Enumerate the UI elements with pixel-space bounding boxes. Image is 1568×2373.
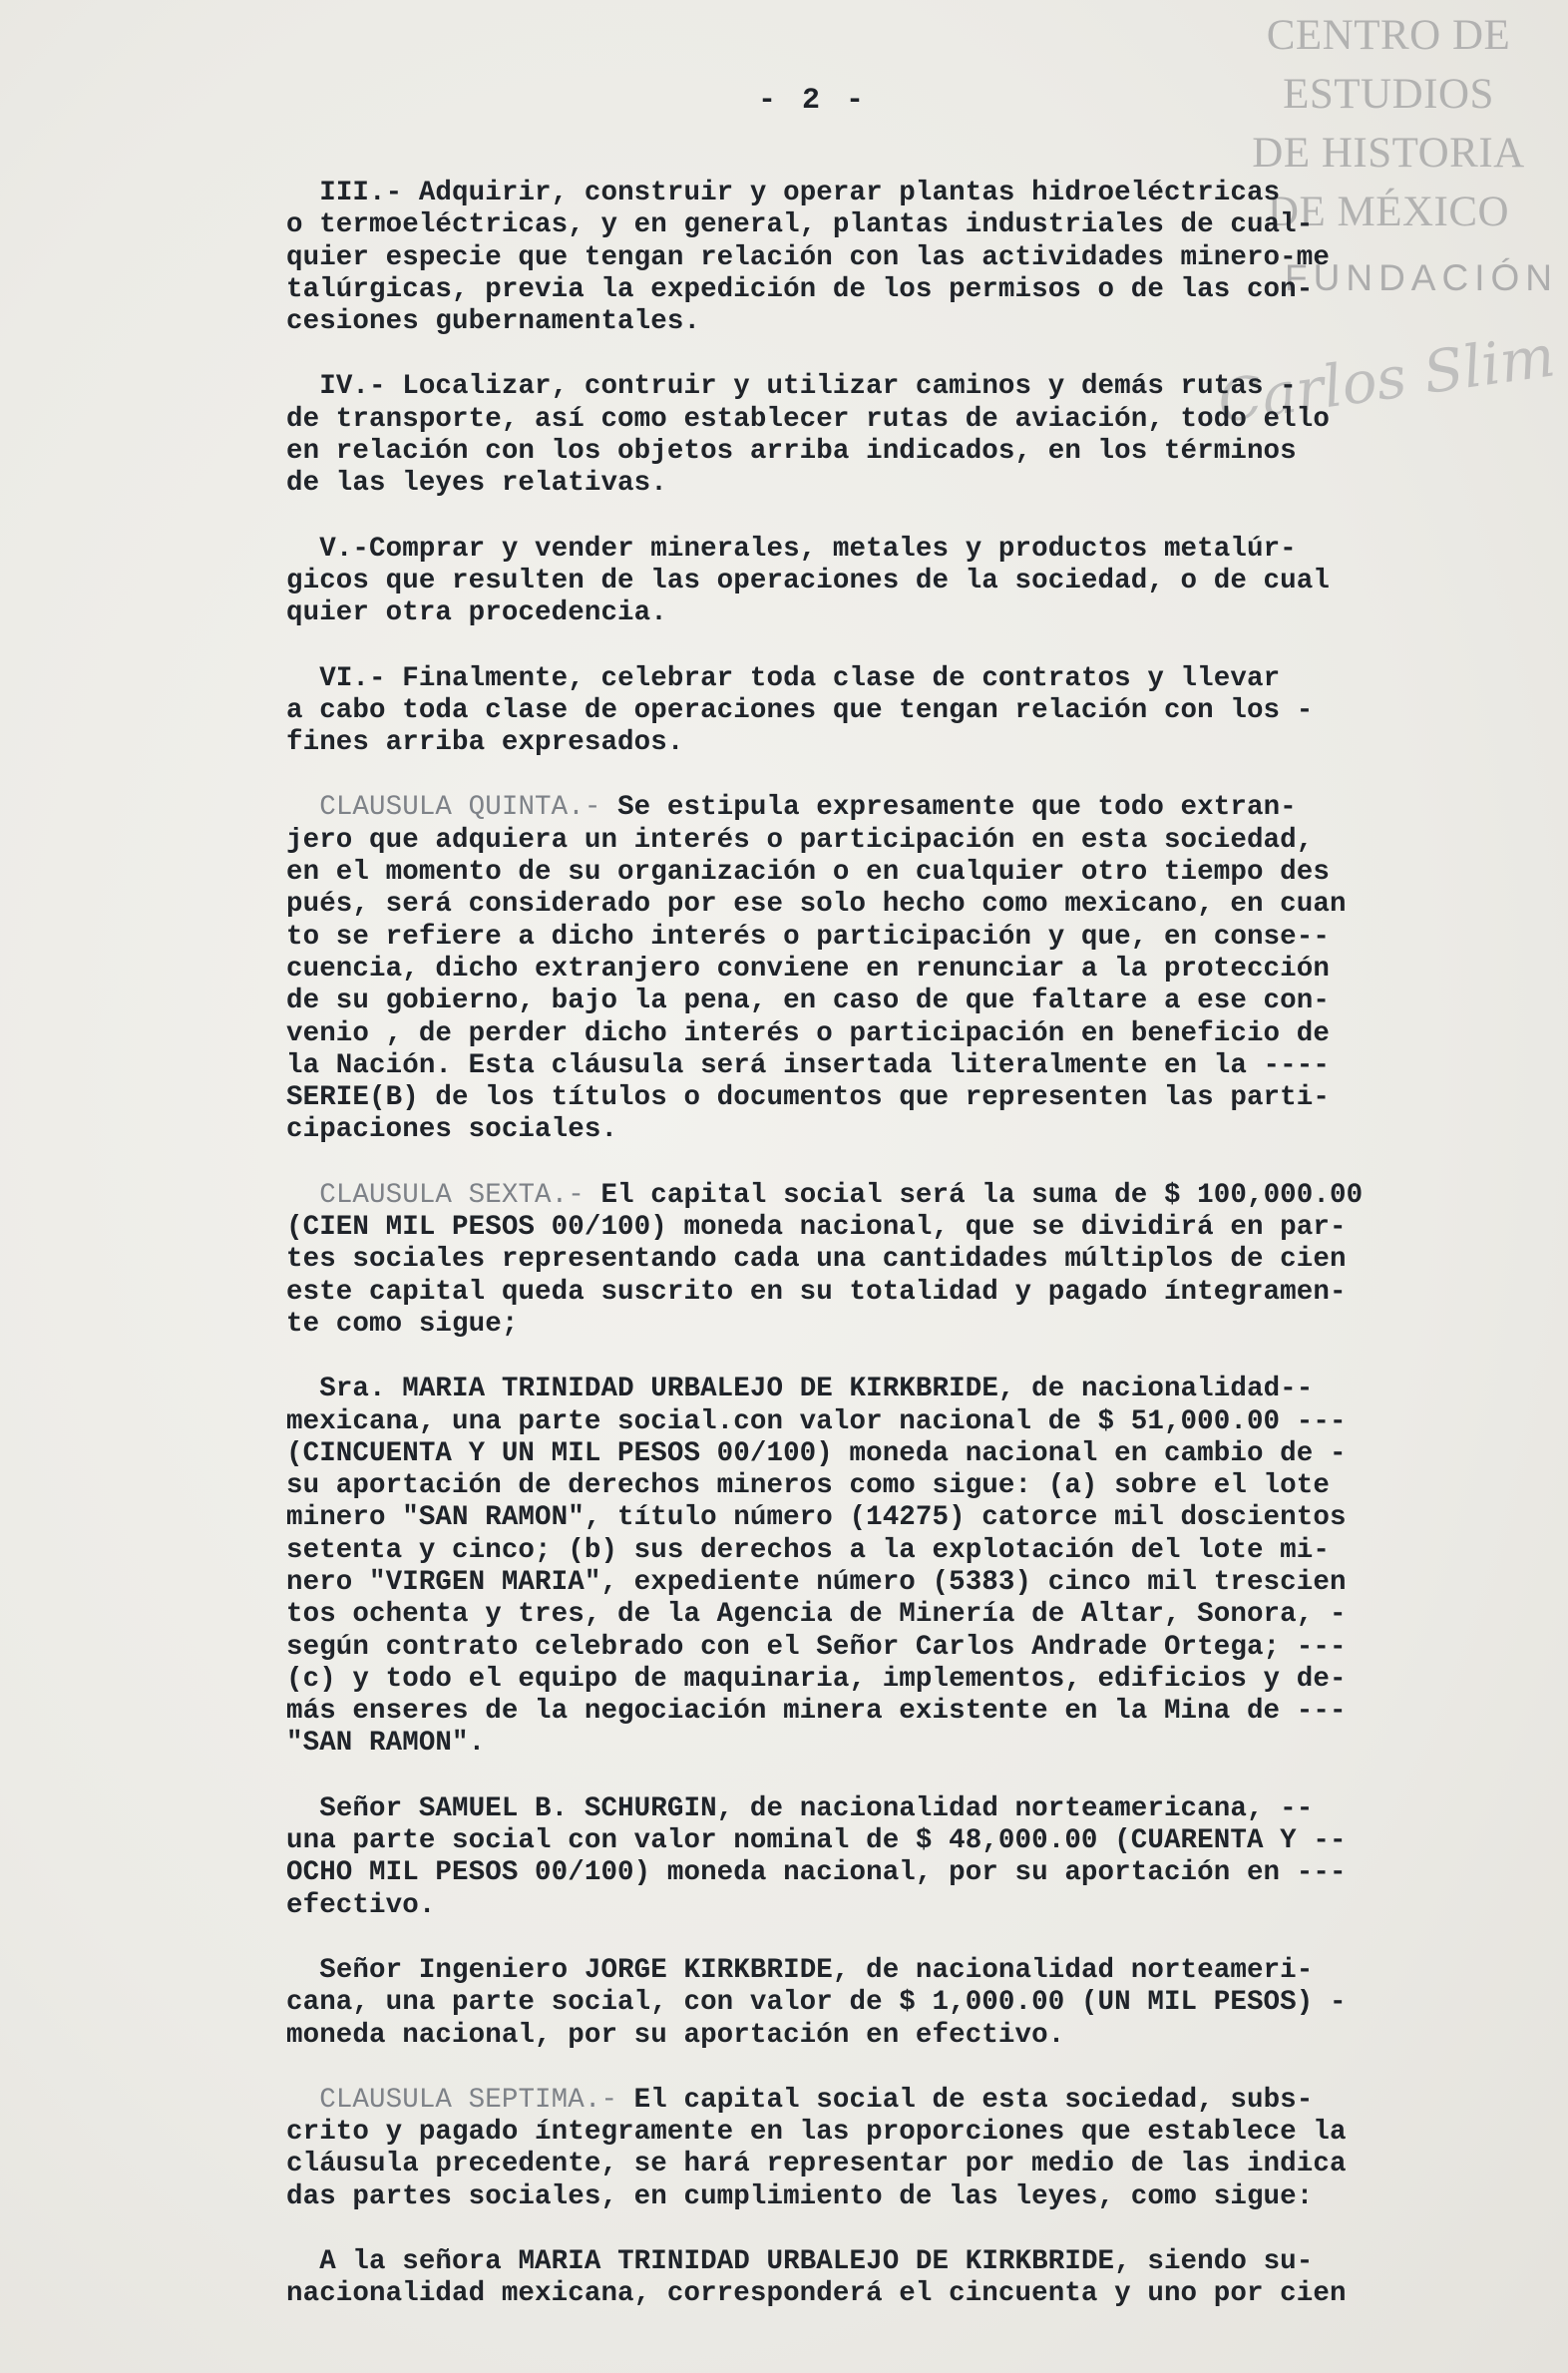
line-text: tes sociales representando cada una cantidades múltiplos de cien bbox=[286, 1244, 1347, 1276]
text-line bbox=[286, 727, 1483, 759]
line-text: nero "VIRGEN MARIA", expediente número (5383) cinco mil trescien bbox=[286, 1566, 1347, 1598]
line-text: A la señora MARIA TRINIDAD URBALEJO DE KIRKBRIDE, siendo su- bbox=[319, 2246, 1314, 2278]
text-line bbox=[286, 1082, 1483, 1114]
text-line bbox=[286, 1890, 1483, 1922]
paragraph-p9 bbox=[286, 1955, 1483, 2052]
line-text: Se estipula expresamente que todo extran- bbox=[600, 792, 1297, 824]
text-line bbox=[286, 954, 1483, 986]
line-text: efectivo. bbox=[286, 1889, 436, 1921]
line-text: de su gobierno, bajo la pena, en caso de que faltare a ese con- bbox=[286, 986, 1330, 1017]
line-text: Sra. MARIA TRINIDAD URBALEJO DE KIRKBRIDE, de nacionalidad-- bbox=[319, 1374, 1314, 1405]
line-text: jero que adquiera un interés o participación en esta sociedad, bbox=[286, 824, 1314, 856]
paragraph-p8 bbox=[286, 1793, 1483, 1922]
text-line bbox=[286, 1470, 1483, 1502]
line-text: en el momento de su organización o en cualquier otro tiempo des bbox=[286, 857, 1330, 889]
paragraph-indent bbox=[286, 1180, 319, 1211]
paragraph-indent bbox=[286, 792, 319, 823]
line-text: crito y pagado íntegramente en las proporciones que establece la bbox=[286, 2117, 1347, 2149]
paragraph-p3 bbox=[286, 534, 1483, 630]
text-line bbox=[286, 1825, 1483, 1857]
text-line bbox=[286, 1857, 1483, 1889]
line-text: das partes sociales, en cumplimiento de las leyes, como sigue: bbox=[286, 2180, 1314, 2212]
text-line bbox=[286, 274, 1483, 306]
line-text: según contrato celebrado con el Señor Carlos Andrade Ortega; --- bbox=[286, 1631, 1347, 1663]
text-line bbox=[286, 1664, 1483, 1696]
line-text: minero "SAN RAMON", título número (14275) catorce mil doscientos bbox=[286, 1502, 1347, 1534]
text-line bbox=[286, 1696, 1483, 1728]
line-text: III.- Adquirir, construir y operar plantas hidroeléctricas bbox=[319, 178, 1281, 208]
text-line bbox=[286, 663, 1483, 695]
text-line bbox=[286, 986, 1483, 1017]
line-text: fines arriba expresados. bbox=[286, 727, 684, 759]
text-line bbox=[286, 1406, 1483, 1438]
line-text: cesiones gubernamentales. bbox=[286, 306, 701, 338]
text-line bbox=[286, 2246, 1483, 2278]
watermark-line-2: ESTUDIOS bbox=[1283, 71, 1494, 118]
text-line bbox=[286, 2020, 1483, 2052]
page-number: - 2 - bbox=[758, 84, 869, 118]
line-text: mexicana, una parte social.con valor nacional de $ 51,000.00 --- bbox=[286, 1405, 1347, 1437]
text-line bbox=[286, 857, 1483, 889]
text-line bbox=[286, 1599, 1483, 1631]
text-line bbox=[286, 178, 1483, 209]
line-text: moneda nacional, por su aportación en efectivo. bbox=[286, 2019, 1065, 2051]
line-text: nacionalidad mexicana, corresponderá el cincuenta y uno por cien bbox=[286, 2278, 1347, 2310]
text-line bbox=[286, 1180, 1483, 1212]
line-text: setenta y cinco; (b) sus derechos a la explotación del lote mi- bbox=[286, 1534, 1330, 1566]
line-text: V.-Comprar y vender minerales, metales y productos metalúr- bbox=[319, 533, 1297, 565]
line-text: a cabo toda clase de operaciones que tengan relación con los - bbox=[286, 694, 1314, 726]
line-text: su aportación de derechos mineros como sigue: (a) sobre el lote bbox=[286, 1470, 1330, 1502]
text-line bbox=[286, 306, 1483, 338]
text-line bbox=[286, 1212, 1483, 1244]
line-text: "SAN RAMON". bbox=[286, 1728, 486, 1760]
line-text: cana, una parte social, con valor de $ 1,000.00 (UN MIL PESOS) - bbox=[286, 1987, 1347, 2019]
document-body bbox=[286, 178, 1483, 2344]
line-text: VI.- Finalmente, celebrar toda clase de contratos y llevar bbox=[319, 662, 1281, 694]
line-text: más enseres de la negociación minera existente en la Mina de --- bbox=[286, 1696, 1347, 1728]
text-line bbox=[286, 2278, 1483, 2310]
paragraph-p2 bbox=[286, 371, 1483, 500]
paragraph-p1 bbox=[286, 178, 1483, 338]
text-line bbox=[286, 695, 1483, 727]
paragraph-indent bbox=[286, 1793, 319, 1824]
paragraph-p6 bbox=[286, 1180, 1483, 1341]
line-text: de transporte, así como establecer rutas de aviación, todo ello bbox=[286, 403, 1330, 435]
text-line bbox=[286, 1987, 1483, 2019]
text-line bbox=[286, 566, 1483, 597]
line-text: de las leyes relativas. bbox=[286, 468, 667, 500]
line-text: (c) y todo el equipo de maquinaria, implementos, edificios y de- bbox=[286, 1663, 1347, 1695]
text-line bbox=[286, 1438, 1483, 1470]
paragraph-p5 bbox=[286, 792, 1483, 1146]
text-line bbox=[286, 2117, 1483, 2149]
text-line bbox=[286, 1632, 1483, 1664]
clause-heading: CLAUSULA SEXTA.- bbox=[319, 1179, 585, 1211]
paragraph-p11 bbox=[286, 2246, 1483, 2311]
text-line bbox=[286, 1018, 1483, 1050]
watermark-subtitle: FUNDACIÓN bbox=[1285, 257, 1558, 298]
text-line bbox=[286, 825, 1483, 857]
text-line bbox=[286, 371, 1483, 403]
text-line bbox=[286, 1374, 1483, 1405]
text-line bbox=[286, 468, 1483, 500]
line-text: Señor Ingeniero JORGE KIRKBRIDE, de nacionalidad norteameri- bbox=[319, 1954, 1314, 1986]
watermark-line-3: DE HISTORIA bbox=[1252, 130, 1525, 177]
line-text: quier otra procedencia. bbox=[286, 597, 667, 629]
line-text: SERIE(B) de los títulos o documentos que representen las parti- bbox=[286, 1082, 1330, 1114]
paragraph-indent bbox=[286, 371, 319, 402]
text-line bbox=[286, 2181, 1483, 2213]
clause-heading: CLAUSULA QUINTA.- bbox=[319, 792, 601, 824]
paragraph-indent bbox=[286, 534, 319, 565]
watermark-signature: Carlos Slim bbox=[1213, 321, 1559, 437]
line-text: (CINCUENTA Y UN MIL PESOS 00/100) moneda nacional en cambio de - bbox=[286, 1437, 1347, 1469]
paragraph-indent bbox=[286, 178, 319, 208]
text-line bbox=[286, 534, 1483, 566]
text-line bbox=[286, 1567, 1483, 1599]
text-line bbox=[286, 1955, 1483, 1987]
text-line bbox=[286, 2149, 1483, 2180]
text-line bbox=[286, 597, 1483, 629]
line-text: pués, será considerado por ese solo hecho como mexicano, en cuan bbox=[286, 889, 1347, 921]
text-line bbox=[286, 1050, 1483, 1082]
text-line bbox=[286, 1244, 1483, 1276]
text-line bbox=[286, 404, 1483, 436]
paragraph-p7 bbox=[286, 1374, 1483, 1761]
line-text: tos ochenta y tres, de la Agencia de Minería de Altar, Sonora, - bbox=[286, 1599, 1347, 1631]
paragraph-indent bbox=[286, 1955, 319, 1986]
line-text: cláusula precedente, se hará representar por medio de las indica bbox=[286, 2149, 1347, 2180]
paragraph-p4 bbox=[286, 663, 1483, 760]
line-text: en relación con los objetos arriba indicados, en los términos bbox=[286, 436, 1297, 468]
text-line bbox=[286, 1535, 1483, 1567]
paragraph-indent bbox=[286, 663, 319, 694]
line-text: una parte social con valor nominal de $ 48,000.00 (CUARENTA Y -- bbox=[286, 1825, 1347, 1857]
line-text: gicos que resulten de las operaciones de la sociedad, o de cual bbox=[286, 565, 1330, 596]
text-line bbox=[286, 922, 1483, 954]
text-line bbox=[286, 792, 1483, 824]
line-text: OCHO MIL PESOS 00/100) moneda nacional, por su aportación en --- bbox=[286, 1857, 1347, 1889]
line-text: to se refiere a dicho interés o participación y que, en conse-- bbox=[286, 921, 1330, 953]
paragraph-indent bbox=[286, 2085, 319, 2116]
line-text: la Nación. Esta cláusula será insertada literalmente en la ---- bbox=[286, 1049, 1330, 1081]
line-text: cuencia, dicho extranjero conviene en renunciar a la protección bbox=[286, 953, 1330, 985]
line-text: IV.- Localizar, contruir y utilizar caminos y demás rutas - bbox=[319, 371, 1297, 403]
line-text: El capital social será la suma de $ 100,000.00 bbox=[584, 1179, 1364, 1211]
line-text: te como sigue; bbox=[286, 1308, 519, 1340]
watermark-line-1: CENTRO DE bbox=[1266, 12, 1511, 59]
text-line bbox=[286, 1114, 1483, 1146]
text-line bbox=[286, 1277, 1483, 1309]
line-text: o termoeléctricas, y en general, plantas industriales de cual- bbox=[286, 209, 1314, 241]
line-text: talúrgicas, previa la expedición de los permisos o de las con- bbox=[286, 273, 1314, 305]
watermark-line-4: DE MÉXICO bbox=[1267, 189, 1510, 235]
line-text: cipaciones sociales. bbox=[286, 1114, 618, 1146]
clause-heading: CLAUSULA SEPTIMA.- bbox=[319, 2084, 618, 2116]
text-line bbox=[286, 1793, 1483, 1825]
line-text: (CIEN MIL PESOS 00/100) moneda nacional, que se dividirá en par- bbox=[286, 1212, 1347, 1244]
text-line bbox=[286, 1502, 1483, 1534]
paragraph-p10 bbox=[286, 2085, 1483, 2213]
text-line bbox=[286, 242, 1483, 274]
line-text: El capital social de esta sociedad, subs- bbox=[617, 2084, 1314, 2116]
text-line bbox=[286, 209, 1483, 241]
text-line bbox=[286, 889, 1483, 921]
line-text: Señor SAMUEL B. SCHURGIN, de nacionalidad norteamericana, -- bbox=[319, 1792, 1314, 1824]
paragraph-indent bbox=[286, 2246, 319, 2277]
text-line bbox=[286, 436, 1483, 468]
text-line bbox=[286, 2085, 1483, 2117]
paragraph-indent bbox=[286, 1374, 319, 1404]
line-text: venio , de perder dicho interés o participación en beneficio de bbox=[286, 1017, 1330, 1049]
text-line bbox=[286, 1728, 1483, 1760]
line-text: este capital queda suscrito en su totalidad y pagado íntegramen- bbox=[286, 1276, 1347, 1308]
text-line bbox=[286, 1309, 1483, 1341]
line-text: quier especie que tengan relación con las actividades minero-me bbox=[286, 241, 1330, 273]
